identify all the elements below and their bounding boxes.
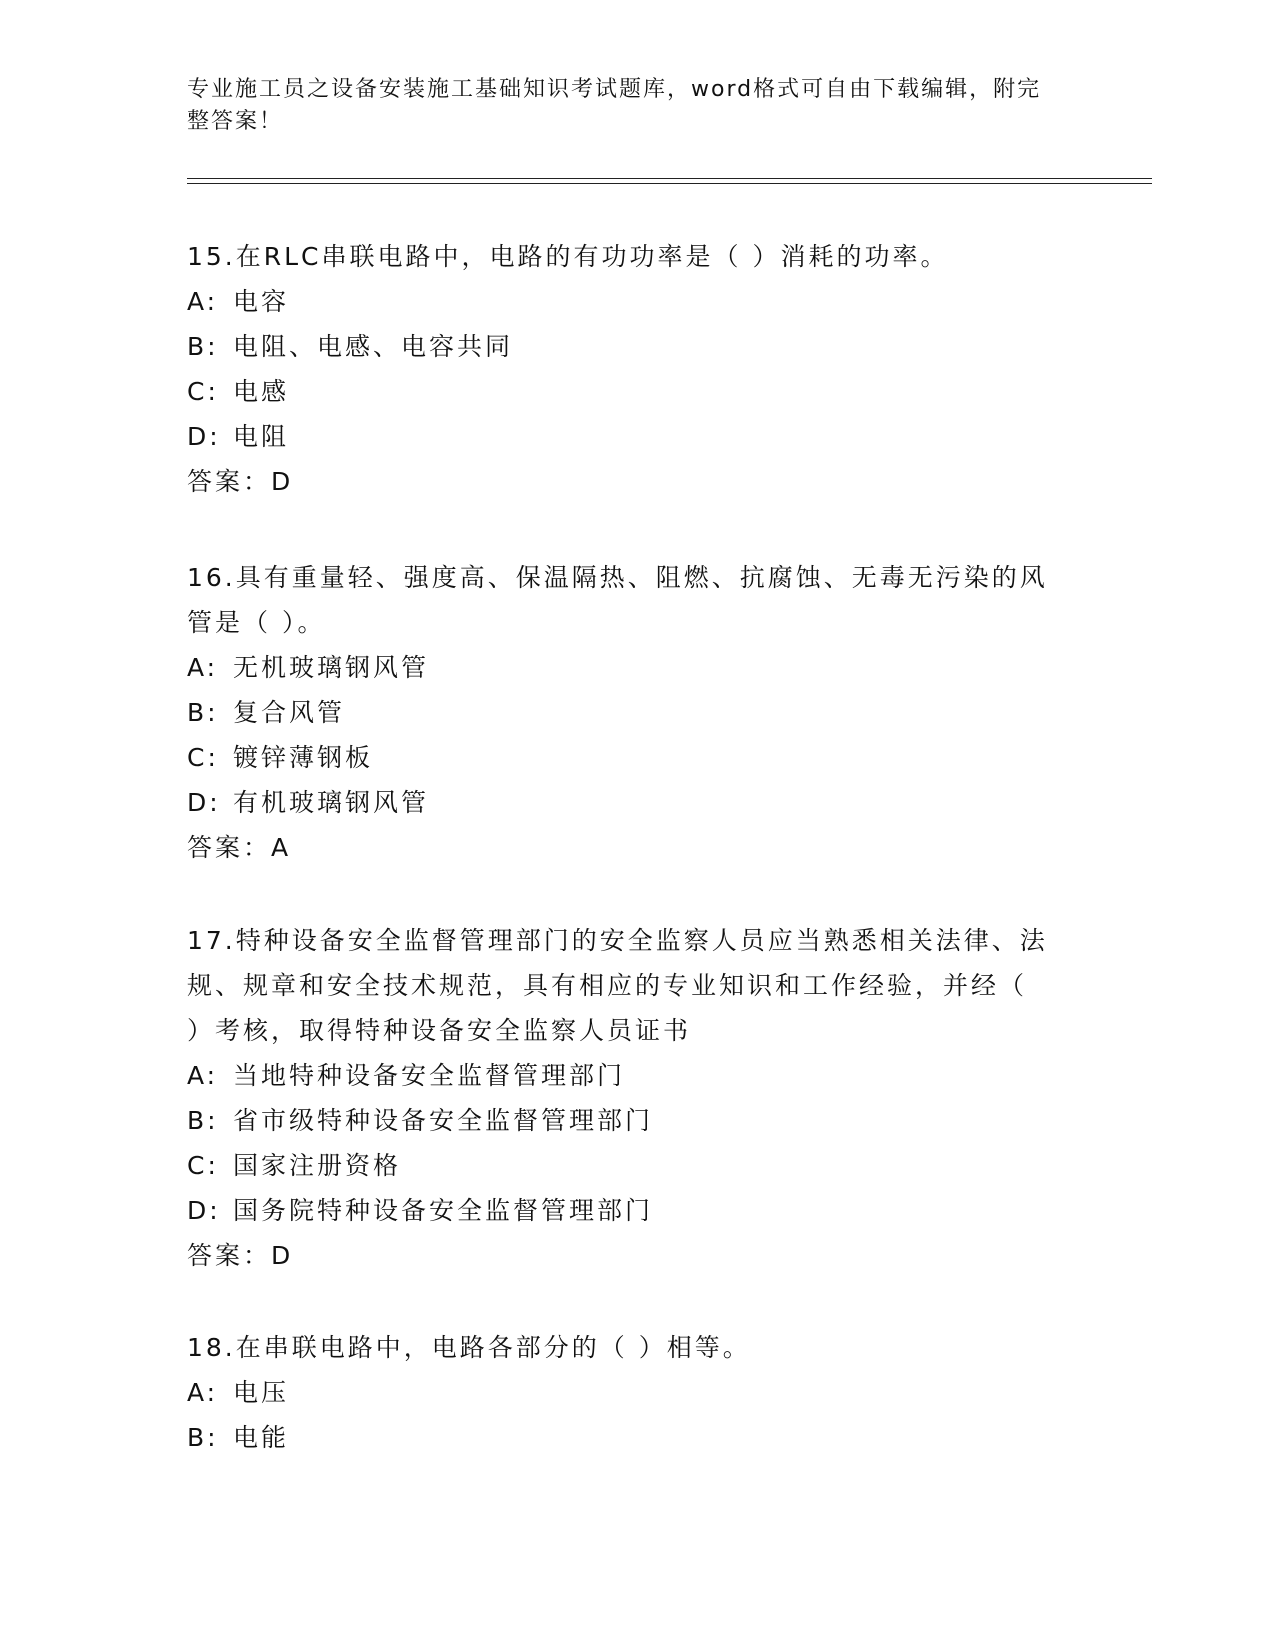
question-stem: 15.在RLC串联电路中，电路的有功功率是（ ）消耗的功率。: [187, 242, 949, 271]
question-18: [187, 1325, 1087, 1460]
answer: 答案：D: [187, 467, 294, 496]
option-text: 国家注册资格: [233, 1151, 402, 1180]
option-letter: A:: [187, 1061, 219, 1090]
option-letter: A:: [187, 653, 219, 682]
option-letter: C:: [187, 1151, 219, 1180]
option-letter: B:: [187, 1106, 219, 1135]
option-b: [187, 1415, 1087, 1460]
option-b: [187, 690, 1087, 735]
question-stem: 规、规章和安全技术规范，具有相应的专业知识和工作经验，并经（: [187, 971, 1028, 1000]
header-divider-top: [187, 178, 1152, 179]
option-a: [187, 1053, 1087, 1098]
option-text: 电阻: [233, 422, 290, 451]
answer: 答案：A: [187, 833, 292, 862]
option-a: [187, 645, 1087, 690]
question-17: [187, 918, 1087, 1278]
question-16: [187, 555, 1087, 870]
option-b: [187, 324, 1087, 369]
question-stem: 16.具有重量轻、强度高、保温隔热、阻燃、抗腐蚀、无毒无污染的风: [187, 563, 1048, 592]
question-stem: 17.特种设备安全监督管理部门的安全监察人员应当熟悉相关法律、法: [187, 926, 1048, 955]
option-c: [187, 1143, 1087, 1188]
document-header: [187, 74, 1087, 138]
option-c: [187, 369, 1087, 414]
option-letter: C:: [187, 377, 219, 406]
option-d: [187, 780, 1087, 825]
question-stem: ）考核，取得特种设备安全监察人员证书: [187, 1016, 692, 1045]
option-letter: A:: [187, 287, 219, 316]
question-stem: 管是（ ）。: [187, 608, 326, 637]
option-letter: D:: [187, 422, 221, 451]
option-d: [187, 1188, 1087, 1233]
option-d: [187, 414, 1087, 459]
option-text: 省市级特种设备安全监督管理部门: [233, 1106, 654, 1135]
option-text: 电感: [233, 377, 290, 406]
option-letter: A:: [187, 1378, 219, 1407]
option-text: 国务院特种设备安全监督管理部门: [233, 1196, 654, 1225]
option-c: [187, 735, 1087, 780]
option-a: [187, 279, 1087, 324]
question-15: [187, 234, 1087, 504]
option-letter: D:: [187, 788, 221, 817]
option-text: 无机玻璃钢风管: [233, 653, 430, 682]
option-text: 有机玻璃钢风管: [233, 788, 430, 817]
option-text: 电能: [233, 1423, 290, 1452]
option-letter: D:: [187, 1196, 221, 1225]
answer: 答案：D: [187, 1241, 294, 1270]
option-a: [187, 1370, 1087, 1415]
option-b: [187, 1098, 1087, 1143]
option-text: 镀锌薄钢板: [233, 743, 374, 772]
option-text: 当地特种设备安全监督管理部门: [233, 1061, 626, 1090]
header-divider-bottom: [187, 183, 1152, 184]
option-text: 复合风管: [233, 698, 346, 727]
header-line-1: 专业施工员之设备安装施工基础知识考试题库，word格式可自由下载编辑，附完: [187, 77, 1042, 102]
option-letter: B:: [187, 1423, 219, 1452]
option-text: 电容: [233, 287, 290, 316]
option-letter: B:: [187, 698, 219, 727]
question-stem: 18.在串联电路中，电路各部分的（ ）相等。: [187, 1333, 751, 1362]
option-text: 电阻、电感、电容共同: [233, 332, 514, 361]
header-line-2: 整答案！: [187, 109, 284, 134]
option-letter: C:: [187, 743, 219, 772]
option-text: 电压: [233, 1378, 290, 1407]
option-letter: B:: [187, 332, 219, 361]
